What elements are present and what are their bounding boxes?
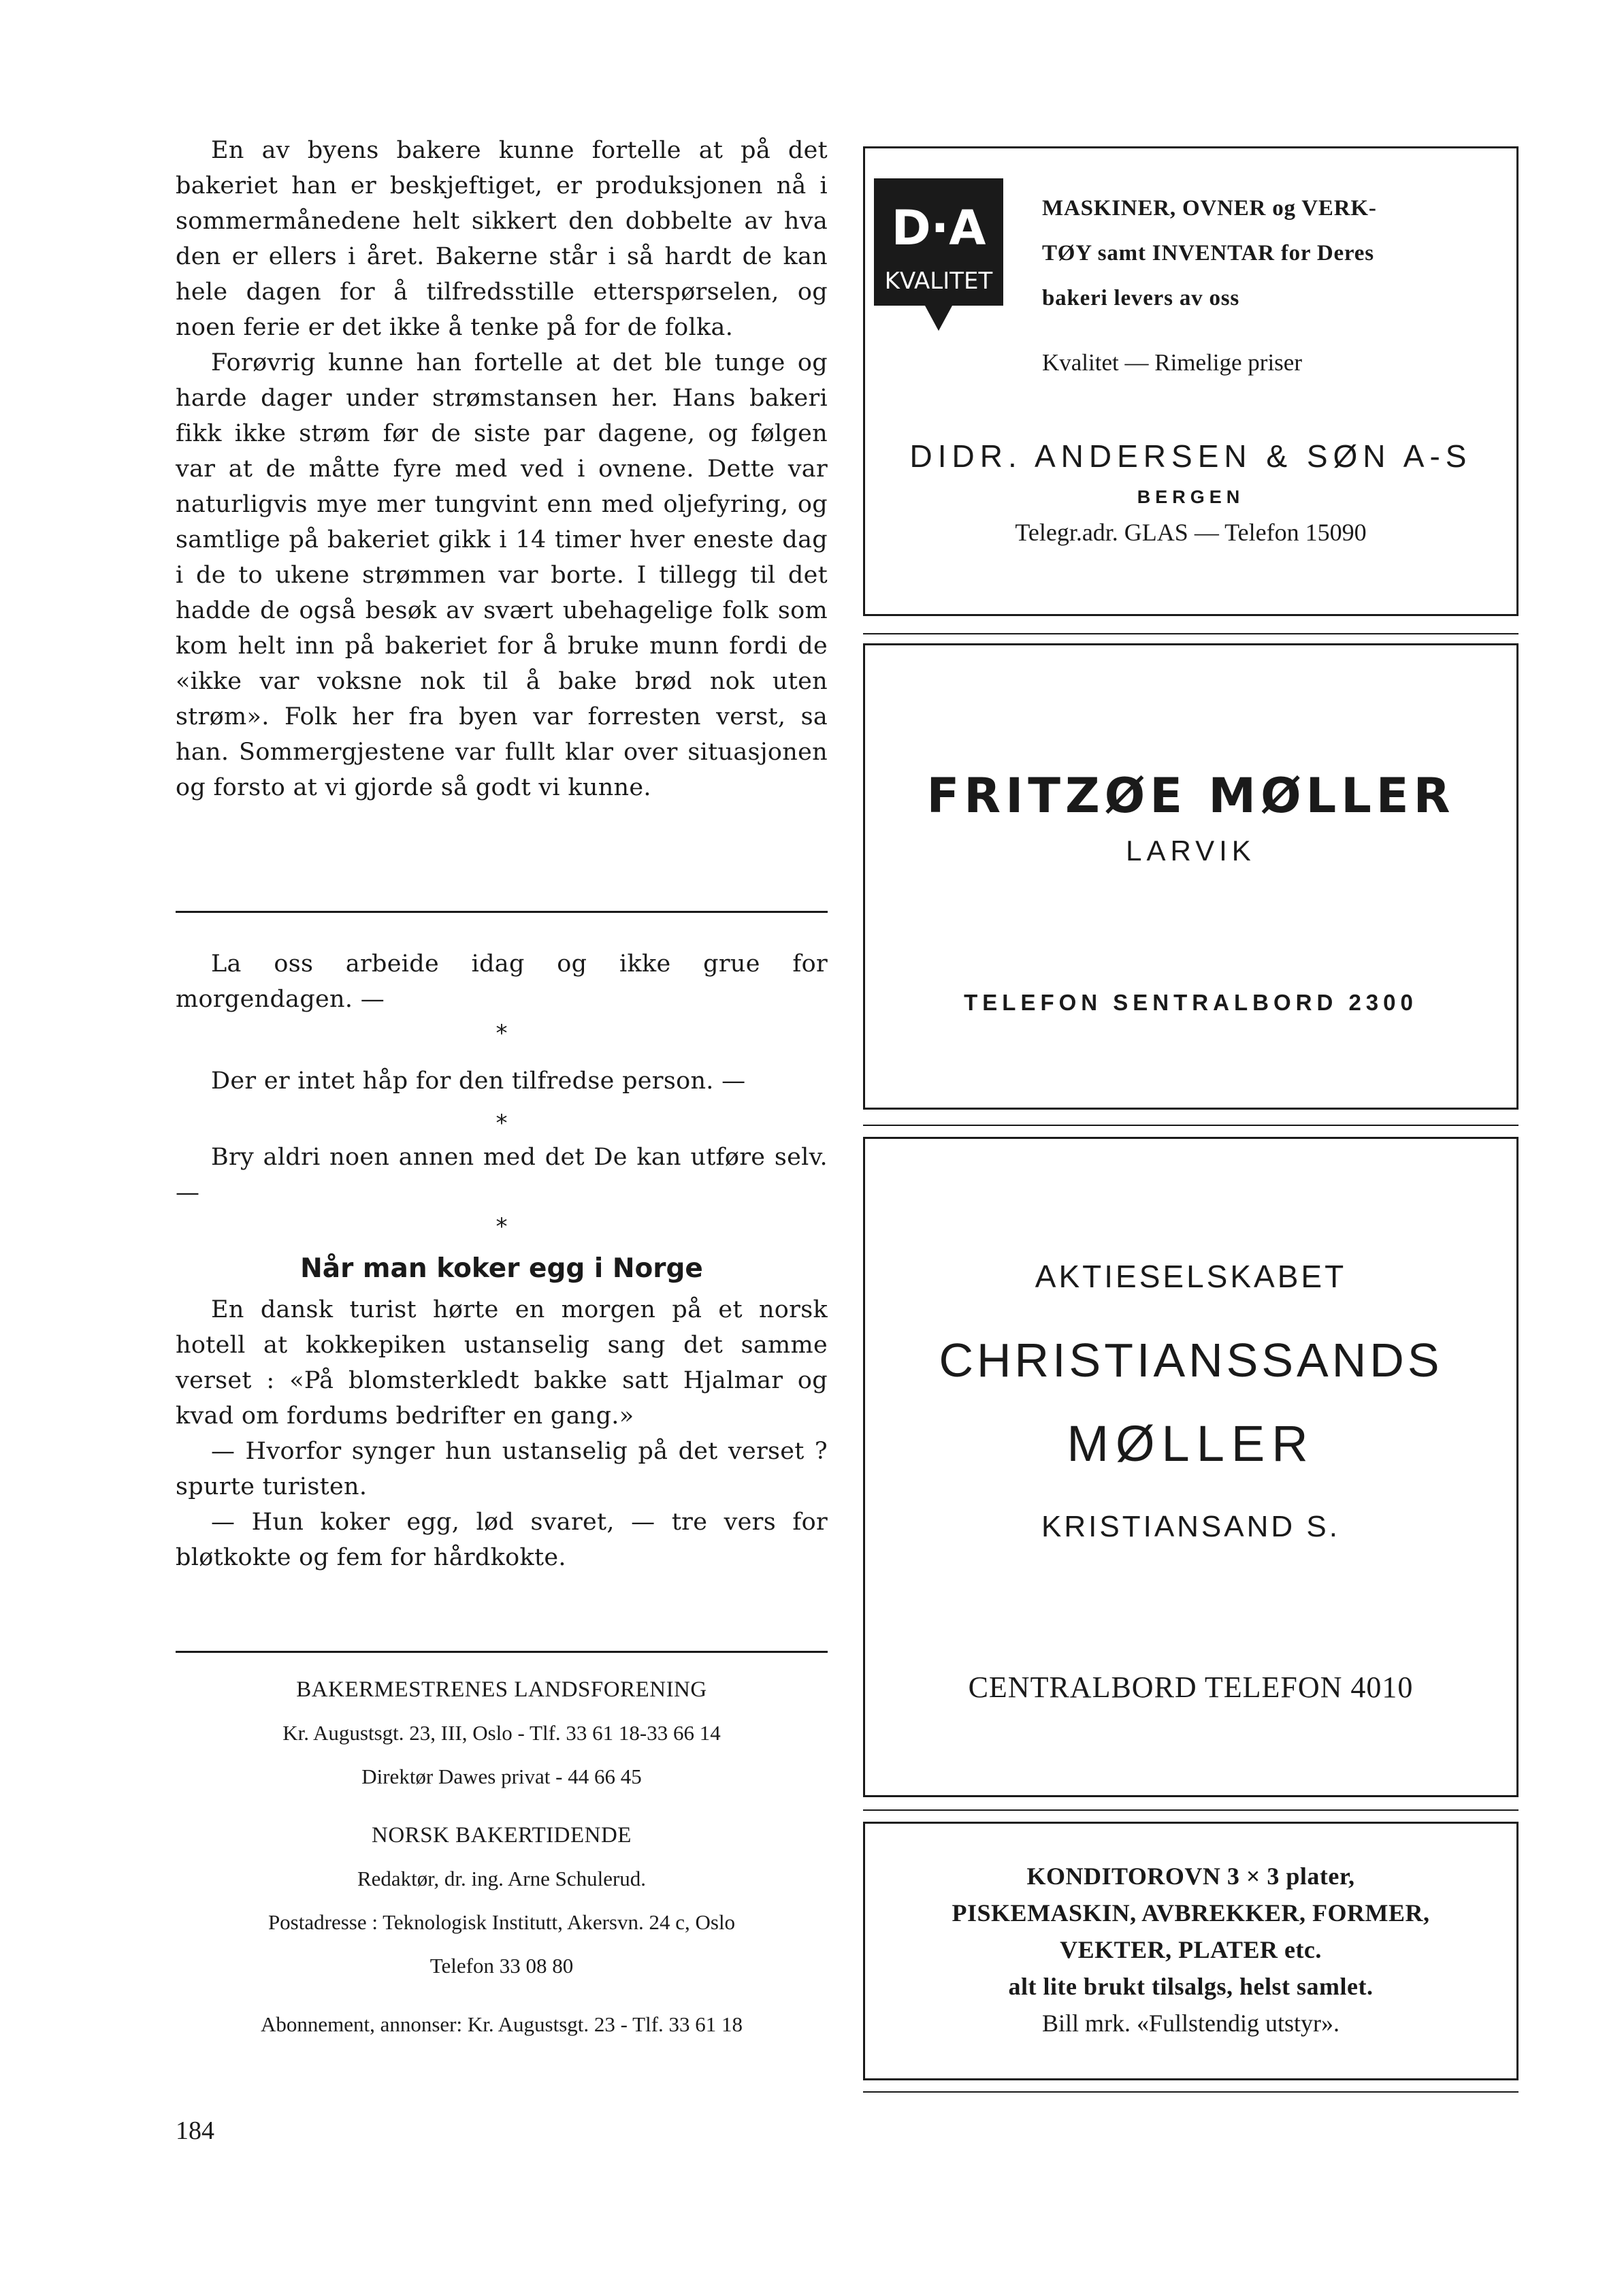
double-rule [863, 1125, 1519, 1126]
saying: Bry aldri noen annen med det De kan utføre selv. — [176, 1144, 828, 1206]
saying: La oss arbeide idag og ikke grue for morgendagen. — [176, 950, 828, 1013]
director-phone: Direktør Dawes privat - 44 66 45 [361, 1765, 642, 1788]
ad-andersen-quality: Kvalitet — Rimelige priser [1042, 349, 1302, 376]
cm-city: KRISTIANSAND S. [1041, 1510, 1340, 1543]
story-paragraph: En dansk turist hørte en morgen på et norsk hotell at kokkepiken ustanselig sang det samme verset : «På blomsterkledt bakke satt Hjalmar og kvad om fordums bedrifter en gang.» [176, 1296, 828, 1430]
subscription: Abonnement, annonser: Kr. Augustsgt. 23 - Tlf. 33 61 18 [260, 2012, 743, 2036]
double-rule [863, 1809, 1519, 1811]
ad-andersen-company: DIDR. ANDERSEN & SØN A-S [909, 438, 1472, 474]
kon-text [865, 1858, 1516, 2005]
ad-text-line: alt lite brukt tilsalgs, helst samlet. [1008, 1973, 1374, 2000]
ad-christianssands [863, 1137, 1519, 1797]
page-number: 184 [176, 2116, 214, 2145]
divider [176, 1651, 828, 1653]
ad-text-line: PISKEMASKIN, AVBREKKER, FORMER, [952, 1899, 1430, 1927]
logo-text-top: D·A [891, 200, 986, 256]
journal-name: NORSK BAKERTIDENDE [372, 1823, 632, 1848]
story-title: Når man koker egg i Norge [300, 1253, 703, 1284]
org-name: BAKERMESTRENES LANDSFORENING [296, 1677, 707, 1702]
divider [176, 911, 828, 913]
story-paragraph: — Hvorfor synger hun ustanselig på det verset ? spurte turisten. [176, 1438, 828, 1500]
ad-andersen-products [1042, 186, 1512, 321]
postal-address: Postadresse : Teknologisk Institutt, Akersvn. 24 c, Oslo [267, 1910, 736, 1934]
story-paragraph: — Hun koker egg, lød svaret, — tre vers for bløtkokte og fem for hårdkokte. [176, 1509, 828, 1571]
ad-andersen [863, 146, 1519, 616]
article-paragraph: Forøvrig kunne han fortelle at det ble tunge og harde dager under strømstansen her. Hans bakeri fikk ikke strøm før de siste par dagene, og følgen var at de måtte fyre med ved i ovnene. Dette var naturligvis mye mer tungvint enn med oljefyring, og samtlige på bakeriet gikk i 14 timer hver eneste dag i de to ukene strømmen var borte. I tillegg til det hadde de også besøk av svært ubehagelige folk som kom helt inn på bakeriet for å bruke munn fordi de «ikke var voksne nok til å bake brød nok uten strøm». Folk her fra byen var forresten verst, sa han. Sommergjestene var fullt klar over situasjonen og forsto at vi gjorde så godt vi kunne. [176, 349, 828, 801]
kon-signature: Bill mrk. «Fullstendig utstyr». [1041, 2010, 1340, 2037]
article-column [176, 133, 828, 805]
ad-andersen-telegram: Telegr.adr. GLAS — Telefon 15090 [1015, 519, 1367, 546]
ad-text-line: TØY samt INVENTAR for Deres [1042, 241, 1374, 265]
cm-name: CHRISTIANSSANDS [939, 1334, 1443, 1387]
star-separator: * [496, 1213, 508, 1240]
double-rule [863, 2091, 1519, 2093]
cm-phone: CENTRALBORD TELEFON 4010 [968, 1671, 1414, 1704]
editor: Redaktør, dr. ing. Arne Schulerud. [357, 1867, 647, 1890]
star-separator: * [496, 1020, 508, 1047]
fritzoe-city: LARVIK [1126, 835, 1256, 867]
ad-text-line: bakeri levers av oss [1042, 286, 1240, 310]
star-separator: * [496, 1110, 508, 1137]
journal-phone: Telefon 33 08 80 [429, 1954, 574, 1978]
ad-fritzoe [863, 643, 1519, 1110]
saying: Der er intet håp for den tilfredse person. — [211, 1067, 746, 1095]
article-paragraph: En av byens bakere kunne fortelle at på det bakeriet han er beskjeftiget, er produksjonen nå i sommermånedene helt sikkert den dobbelte av hva den er ellers i året. Bakerne står i så hardt de kan hele dagen for å tilfredsstille etterspørselen, og noen ferie er det ikke å tenke på for de folka. [176, 137, 828, 341]
ad-text-line: MASKINER, OVNER og VERK- [1042, 196, 1377, 221]
ad-text-line: VEKTER, PLATER etc. [1060, 1936, 1322, 1963]
da-kvalitet-logo [871, 173, 1007, 333]
cm-name: MØLLER [1067, 1415, 1315, 1472]
sayings-section [176, 946, 828, 1575]
ad-text-line: KONDITOROVN 3 × 3 plater, [1026, 1863, 1355, 1890]
fritzoe-name: FRITZØE MØLLER [926, 768, 1455, 824]
org-address: Kr. Augustsgt. 23, III, Oslo - Tlf. 33 61 18-33 66 14 [282, 1721, 721, 1745]
logo-text-bottom: KVALITET [884, 268, 993, 295]
fritzoe-phone: TELEFON SENTRALBORD 2300 [964, 990, 1418, 1015]
double-rule [863, 633, 1519, 634]
ad-andersen-city: BERGEN [1137, 487, 1245, 507]
cm-line: AKTIESELSKABET [1035, 1259, 1347, 1294]
ad-konditorovn [863, 1822, 1519, 2080]
colophon [176, 1668, 828, 2046]
